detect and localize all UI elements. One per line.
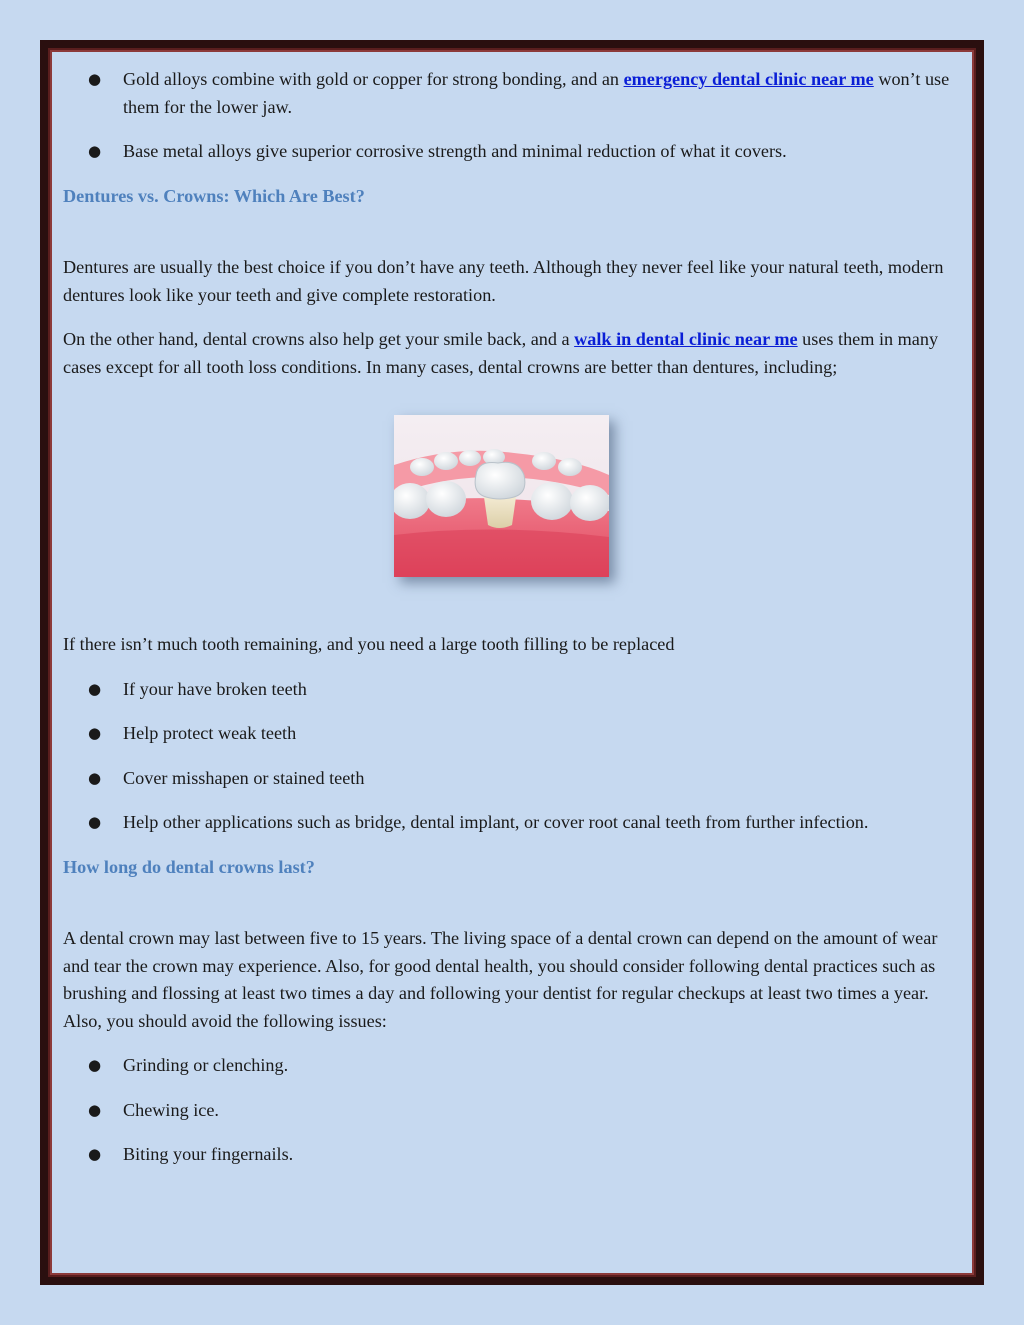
dental-crown-illustration <box>394 415 609 577</box>
paragraph-crown-lifespan: A dental crown may last between five to 15 years. The living space of a dental crown can depend on the amount of wear and tear the crown may experience. Also, for good dental health, you should consider following dental practices such as brushing and flossing at least two times a day and following your dentist for regular checkups at least two times a year. Also, you should avoid the following issues: <box>63 928 938 1031</box>
list-item: ● If your have broken teeth <box>63 676 963 704</box>
document-content <box>63 66 963 1186</box>
paragraph-dentures: Dentures are usually the best choice if you don’t have any teeth. Although they never feel like your natural teeth, modern dentures look like your teeth and give complete restoration. <box>63 257 944 305</box>
paragraph-crowns: On the other hand, dental crowns also help get your smile back, and a walk in dental clinic near me uses them in many cases except for all tooth loss conditions. In many cases, dental crowns are better than dentures, including; <box>63 329 939 377</box>
top-bullet-list <box>63 66 963 166</box>
paragraph-after-image: If there isn’t much tooth remaining, and you need a large tooth filling to be replaced <box>63 634 675 654</box>
emergency-dental-clinic-link[interactable]: emergency dental clinic near me <box>623 69 874 89</box>
section-heading-dentures-vs-crowns: Dentures vs. Crowns: Which Are Best? <box>63 185 365 206</box>
list-item: ● Help other applications such as bridge, dental implant, or cover root canal teeth from further infection. <box>63 809 963 837</box>
page-frame-inner <box>50 50 974 1275</box>
list-item: ● Base metal alloys give superior corrosive strength and minimal reduction of what it covers. <box>63 138 963 166</box>
list-item <box>63 66 963 121</box>
bullet-text: won’t use them for the lower jaw. <box>123 69 950 117</box>
walk-in-dental-clinic-link[interactable]: walk in dental clinic near me <box>574 329 798 349</box>
list-item: ● Grinding or clenching. <box>63 1052 963 1080</box>
page-frame <box>40 40 984 1285</box>
list-item: ● Biting your fingernails. <box>63 1141 963 1169</box>
section-heading-crown-lifespan: How long do dental crowns last? <box>63 856 315 877</box>
crown-benefits-list <box>63 676 963 837</box>
list-item: ● Cover misshapen or stained teeth <box>63 765 963 793</box>
list-item: ● Chewing ice. <box>63 1097 963 1125</box>
bullet-text: Gold alloys combine with gold or copper for strong bonding, and an <box>123 69 624 89</box>
issues-to-avoid-list <box>63 1052 963 1169</box>
dental-crown-image <box>394 415 609 577</box>
list-item: ● Help protect weak teeth <box>63 720 963 748</box>
